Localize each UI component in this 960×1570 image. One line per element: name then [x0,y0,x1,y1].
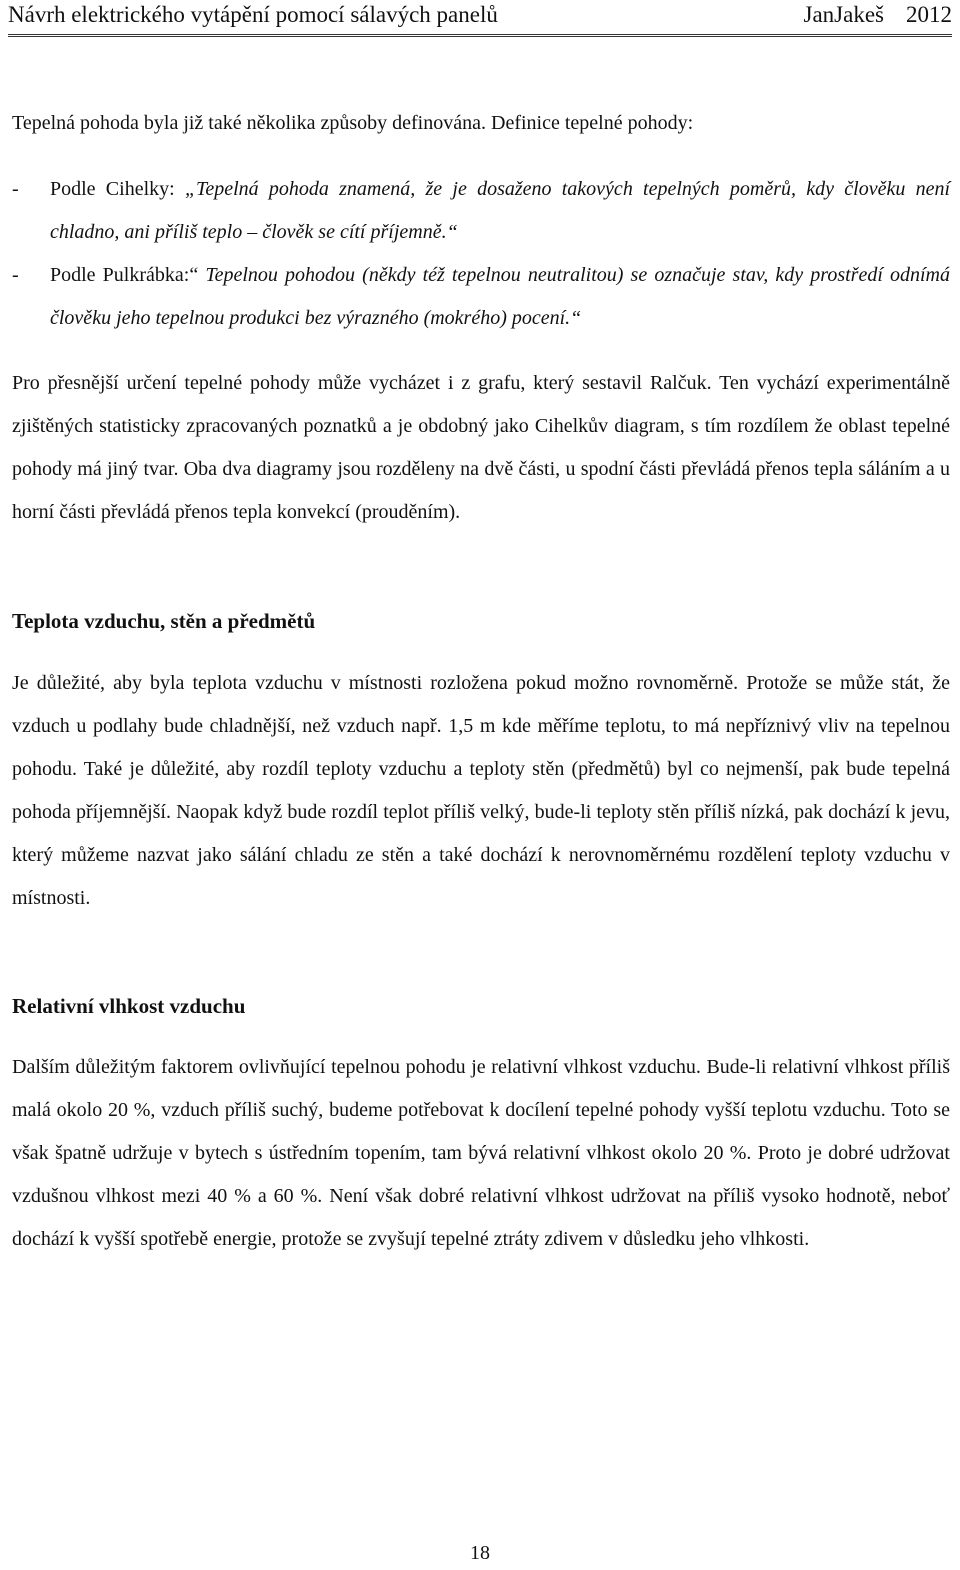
definition-source: Podle Cihelky: [50,178,185,200]
bullet-dash: - [12,264,19,286]
air-temperature-block [12,662,950,920]
intro-block [12,108,950,138]
definition-text [50,254,950,340]
humidity-block [12,1046,950,1261]
section-heading-humidity: Relativní vlhkost vzduchu [12,994,246,1018]
page-number: 18 [470,1542,490,1564]
ralcuk-paragraph: Pro přesnější určení tepelné pohody může vycházet i z grafu, který sestavil Ralčuk. Ten vychází experimentálně zjištěných statisticky zpracovaných poznatků a je obdobný jako Cihelkův diagram, s tím rozdílem že oblast tepelné pohody má jiný tvar. Oba dva diagramy jsou rozděleny na dvě části, u spodní části převládá přenos tepla sáláním a u horní části převládá přenos tepla konvekcí (prouděním). [12,372,950,523]
section-heading-air-temperature: Teplota vzduchu, stěn a předmětů [12,609,316,633]
bullet-dash: - [12,178,19,200]
definition-source: Podle Pulkrábka:“ [50,264,206,286]
definition-text [50,168,950,254]
air-temperature-heading-block [12,606,950,636]
running-header [8,0,952,37]
humidity-heading-block [12,991,950,1021]
definition-quote: „Tepelná pohoda znamená, že je dosaženo takových tepelných poměrů, kdy člověku není chladno, ani příliš teplo – člověk se cítí příjemně.“ [50,178,950,243]
author-name: JanJakeš [803,2,884,27]
year: 2012 [906,2,952,27]
author-year [782,2,952,28]
definition-quote: Tepelnou pohodou (někdy též tepelnou neutralitou) se označuje stav, kdy prostředí odnímá člověku jeho tepelnou produkci bez výrazného (mokrého) pocení.“ [50,264,950,329]
intro-paragraph: Tepelná pohoda byla již také několika způsoby definována. Definice tepelné pohody: [12,112,694,134]
ralcuk-block [12,362,950,534]
document-title: Návrh elektrického vytápění pomocí sálavých panelů [8,2,498,27]
humidity-paragraph: Dalším důležitým faktorem ovlivňující tepelnou pohodu je relativní vlhkost vzduchu. Bude-li relativní vlhkost příliš malá okolo 20 %, vzduch příliš suchý, budeme potřebovat k docílení tepelné pohody vyšší teplotu vzduchu. Toto se však špatně udržuje v bytech s ústředním topením, tam bývá relativní vlhkost okolo 20 %. Proto je dobré udržovat vzdušnou vlhkost mezi 40 % a 60 %. Není však dobré relativní vlhkost udržovat na příliš vysoko hodnotě, neboť dochází k vyšší spotřebě energie, protože se zvyšují tepelné ztráty zdivem v důsledku jeho vlhkosti. [12,1056,950,1250]
air-temperature-paragraph: Je důležité, aby byla teplota vzduchu v místnosti rozložena pokud možno rovnoměrně. Protože se může stát, že vzduch u podlahy bude chladnější, než vzduch např. 1,5 m kde měříme teplotu, to má nepříznivý vliv na tepelnou pohodu. Také je důležité, aby rozdíl teploty vzduchu a teploty stěn (předmětů) byl co nejmenší, pak bude tepelná pohoda příjemnější. Naopak když bude rozdíl teplot příliš velký, bude-li teploty stěn příliš nízká, pak dochází k jevu, který můžeme nazvat jako sálání chladu ze stěn a také dochází k nerovnoměrnému rozdělení teploty vzduchu v místnosti. [12,672,950,909]
